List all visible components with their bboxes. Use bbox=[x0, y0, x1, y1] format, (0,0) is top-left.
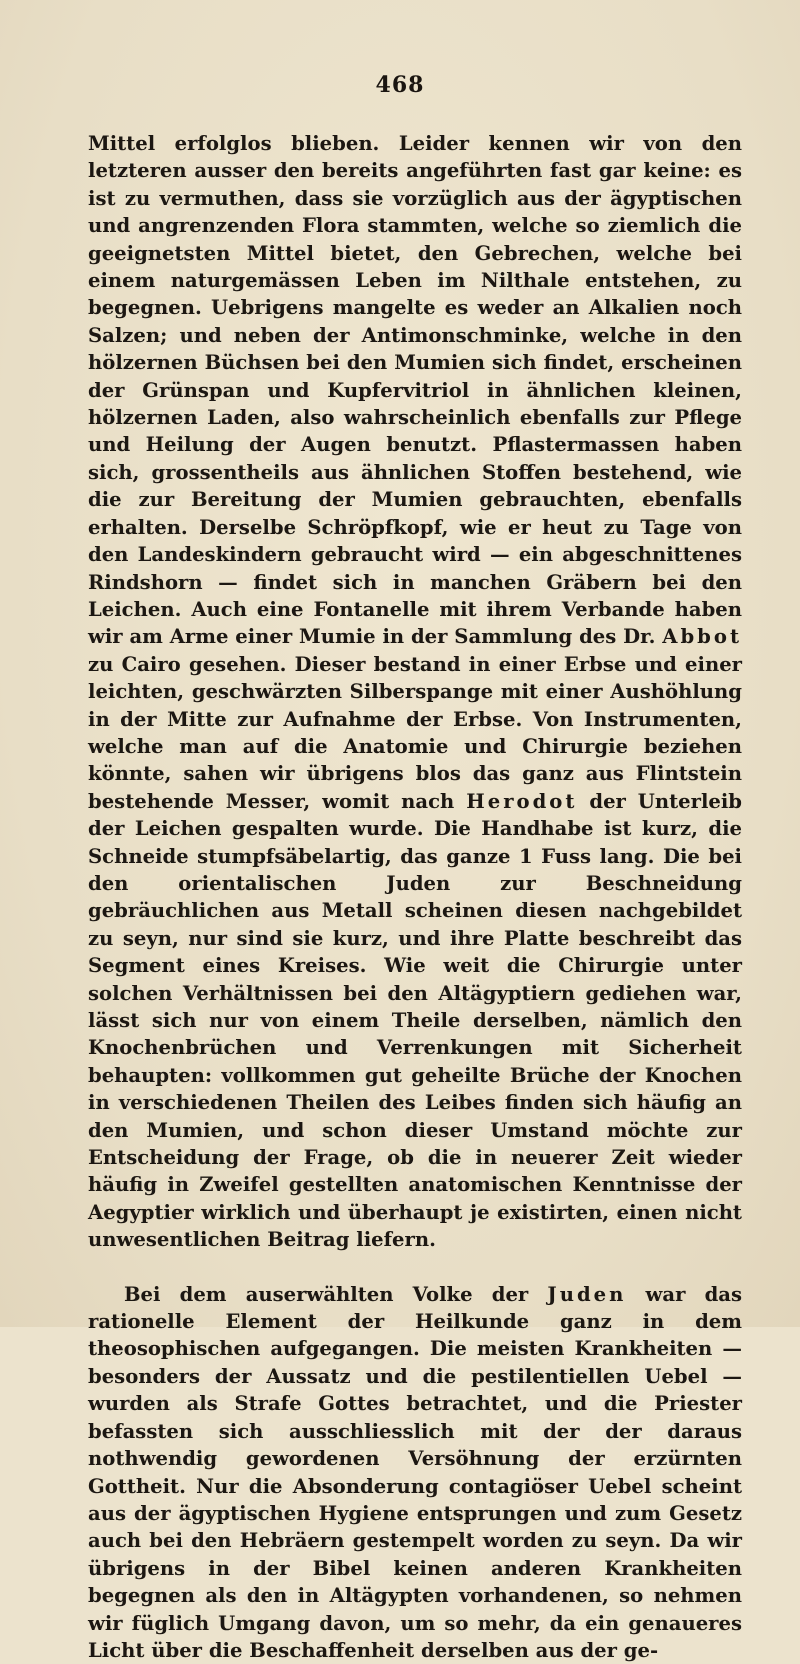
text-segment: war das rationelle Element der Heilkunde ganz in dem theosophischen aufgegangen. Die meisten Krankheiten — besonders der Aussatz und die pestilentiellen Uebel — wurden als Strafe Gottes betrachtet, und die Priester befassten sich ausschliesslich mit der der daraus nothwendig gewordenen Versöhnung der erzürnten Gottheit. Nur die Absonderung contagiöser Uebel scheint aus der ägyptischen Hygiene entsprungen und zum Gesetz auch bei den Hebräern gestempelt worden zu seyn. Da wir übrigens in der Bibel keinen anderen Krankheiten begegnen als den in Altägypten vorhandenen, so nehmen wir füglich Umgang davon, um so mehr, da ein genaueres Licht über die Beschaffenheit derselben aus der ge- bbox=[88, 1282, 742, 1662]
page-number: 468 bbox=[375, 72, 425, 98]
text-segment: zu Cairo gesehen. Dieser bestand in einer Erbse und einer leichten, geschwärzten Silberspange mit einer Aushöhlung in der Mitte zur Aufnahme der Erbse. Von Instrumenten, welche man auf die Anatomie und Chirurgie beziehen könnte, sahen wir übrigens blos das ganz aus Flintstein bestehende Messer, womit nach bbox=[88, 652, 742, 813]
body-text bbox=[88, 130, 742, 1664]
paragraph-1 bbox=[88, 130, 742, 1254]
text-segment: der Unterleib der Leichen gespalten wurde. Die Handhabe ist kurz, die Schneide stumpfsäbelartig, das ganze 1 Fuss lang. Die bei den orientalischen Juden zur Beschneidung gebräuchlichen aus Metall scheinen diesen nachgebildet zu seyn, nur sind sie kurz, und ihre Platte beschreibt das Segment eines Kreises. Wie weit die Chirurgie unter solchen Verhältnissen bei den Altägyptiern gediehen war, lässt sich nur von einem Theile derselben, nämlich den Knochenbrüchen und Verrenkungen mit Sicherheit behaupten: vollkommen gut geheilte Brüche der Knochen in verschiedenen Theilen des Leibes finden sich häufig an den Mumien, und schon dieser Umstand möchte zur Entscheidung der Frage, ob die in neuerer Zeit wieder häufig in Zweifel gestellten anatomischen Kenntnisse der Aegyptier wirklich und überhaupt je existirten, einen nicht unwesentlichen Beitrag liefern. bbox=[88, 789, 743, 1252]
text-segment: Mittel erfolglos blieben. Leider kennen wir von den letzteren ausser den bereits angeführten fast gar keine: es ist zu vermuthen, dass sie vorzüglich aus der ägyptischen und angrenzenden Flora stammten, welche so ziemlich die geeignetsten Mittel bietet, den Gebrechen, welche bei einem naturgemässen Leben im Nilthale entstehen, zu begegnen. Uebrigens mangelte es weder an Alkalien noch Salzen; und neben der Antimonschminke, welche in den hölzernen Büchsen bei den Mumien sich findet, erscheinen der Grünspan und Kupfervitriol in ähnlichen kleinen, hölzernen Laden, also wahrscheinlich ebenfalls zur Pflege und Heilung der Augen benutzt. Pflastermassen haben sich, grossentheils aus ähnlichen Stoffen bestehend, wie die zur Bereitung der Mumien gebrauchten, ebenfalls erhalten. Derselbe Schröpfkopf, wie er heut zu Tage von den Landeskindern gebraucht wird — ein abgeschnittenes Rindshorn — findet sich in manchen Gräbern bei den Leichen. Auch eine Fontanelle mit ihrem Verbande haben wir am Arme einer Mumie in der Sammlung des Dr. bbox=[88, 132, 742, 649]
text-segment: Bei dem auserwählten Volke der bbox=[124, 1282, 548, 1306]
emphasized-name-abbot: Abbot bbox=[662, 625, 742, 649]
paragraph-2 bbox=[88, 1281, 742, 1664]
emphasized-name-herodot: Herodot bbox=[466, 789, 578, 813]
emphasized-word-juden: Juden bbox=[547, 1282, 627, 1306]
